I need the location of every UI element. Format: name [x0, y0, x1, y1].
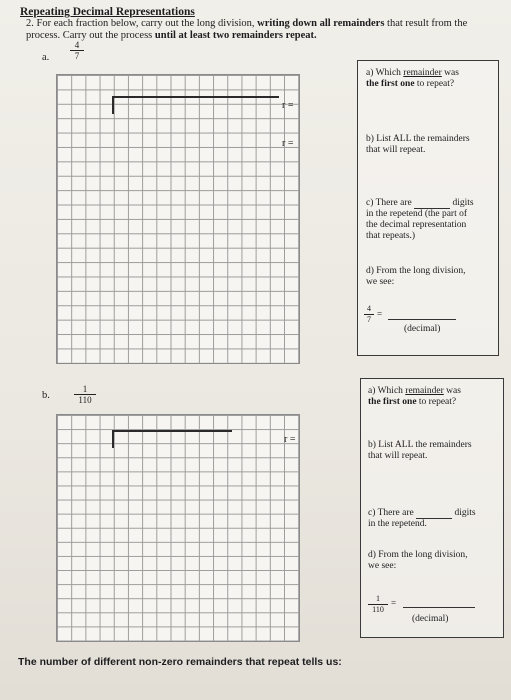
instruction-bold-1: writing down all remainders	[257, 18, 385, 29]
instruction-text-1: For each fraction below, carry out the long division,	[36, 18, 258, 29]
part-b-question-d: d) From the long division, we see:	[368, 550, 468, 571]
part-a-decimal-blank[interactable]	[388, 310, 456, 320]
part-a-denominator: 7	[70, 50, 84, 61]
part-b-label: b.	[42, 390, 50, 401]
part-a-label: a.	[42, 52, 50, 63]
part-a-question-c: c) There are digits in the repetend (the part of the decimal representation that repeats.)	[366, 198, 474, 241]
part-a-remainder-label-1: r =	[282, 100, 294, 111]
part-b-denominator: 110	[74, 394, 96, 405]
part-b-decimal-label: (decimal)	[412, 614, 449, 624]
part-a-numerator: 4	[74, 40, 80, 50]
part-a-fraction	[70, 40, 84, 61]
instructions	[26, 18, 496, 42]
part-a-division-bracket	[112, 96, 279, 114]
part-b-answer-fraction: $\frac{1}{110}$	[368, 594, 388, 615]
part-a-question-a: a) Which remainder was the first one to repeat?	[366, 68, 459, 89]
part-a-question-d: d) From the long division, we see:	[366, 266, 466, 287]
part-b-question-b: b) List ALL the remainders that will repeat.	[368, 440, 472, 461]
part-b-fraction	[74, 384, 96, 405]
part-b-question-c: c) There are digits in the repetend.	[368, 508, 476, 529]
part-b-work-grid[interactable]	[56, 414, 300, 642]
part-b-division-bracket	[112, 430, 232, 448]
instruction-number: 2.	[26, 18, 34, 29]
part-a-work-grid[interactable]	[56, 74, 300, 364]
worksheet-title: Repeating Decimal Representations	[20, 6, 195, 18]
part-b-numerator: 1	[82, 384, 88, 394]
part-a-remainder-label-2: r =	[282, 138, 294, 149]
part-a-answer-fraction: $\frac{4}{7}$	[364, 304, 374, 325]
part-a-equals: =	[377, 309, 383, 319]
footer-note: The number of different non-zero remainders that repeat tells us:	[18, 656, 342, 668]
part-b-remainder-label-1: r =	[284, 434, 296, 445]
part-a-question-b: b) List ALL the remainders that will repeat.	[366, 134, 470, 155]
part-b-question-a: a) Which remainder was the first one to repeat?	[368, 386, 461, 407]
part-b-equals: =	[391, 598, 397, 608]
part-b-decimal-blank[interactable]	[403, 598, 475, 608]
instruction-text-2: that result from the process. Carry out the process	[26, 18, 468, 41]
part-a-decimal-label: (decimal)	[404, 324, 441, 334]
instruction-bold-2: until at least two remainders repeat.	[154, 30, 317, 41]
